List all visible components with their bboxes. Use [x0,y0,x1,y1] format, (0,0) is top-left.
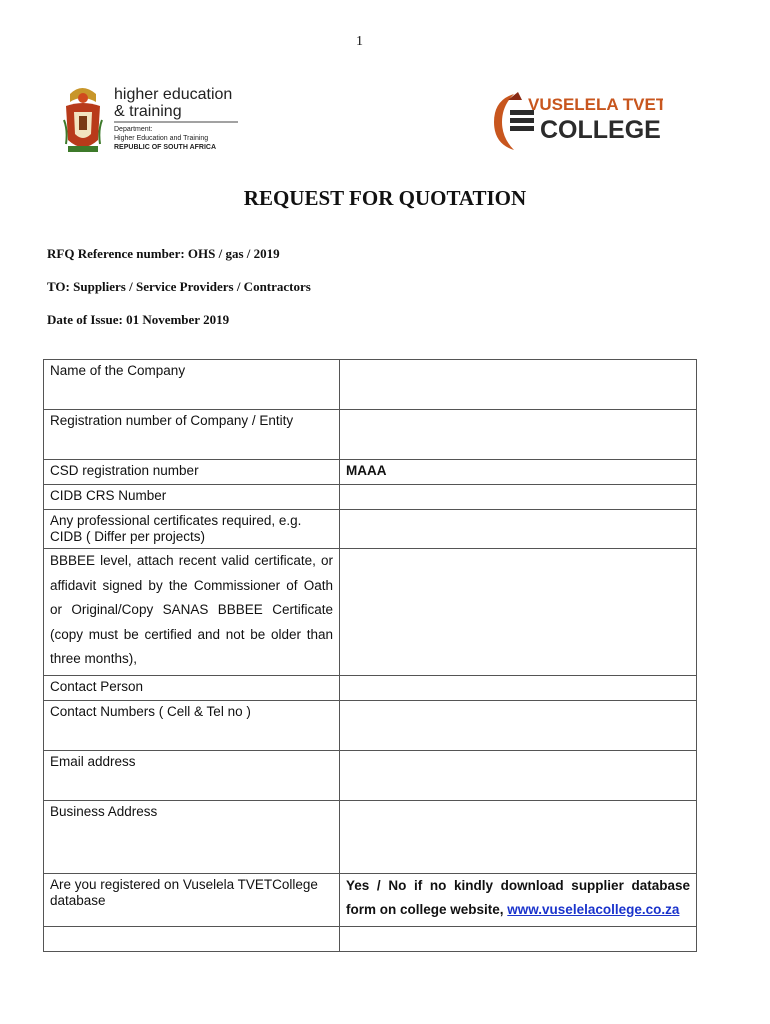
database-answer-line: Yes / No if no kindly download supplier database [346,877,690,893]
table-row [44,485,697,510]
dhet-logo [62,80,242,162]
bbbee-label-line: three months), [50,651,138,666]
table-row [44,460,697,485]
empty-cell [340,926,697,951]
vuselela-college-logo [488,88,663,154]
company-name-field[interactable] [340,360,697,410]
table-row [44,800,697,873]
contact-numbers-label: Contact Numbers ( Cell & Tel no ) [44,700,340,750]
bbbee-label-line: affidavit signed by the Commissioner of Oath [50,577,333,593]
table-row [44,750,697,800]
business-address-label: Business Address [44,800,340,873]
vuselela-database-label: Are you registered on Vuselela TVETCollege database [44,873,340,926]
certificates-label-line: CIDB ( Differ per projects) [50,529,206,544]
registration-number-field[interactable] [340,410,697,460]
company-name-label: Name of the Company [44,360,340,410]
business-address-field[interactable] [340,800,697,873]
table-row [44,360,697,410]
svg-text:REPUBLIC OF SOUTH AFRICA: REPUBLIC OF SOUTH AFRICA [114,144,217,151]
svg-text:& training: & training [114,103,182,120]
bbbee-label-line: (copy must be certified and not be older than [50,626,333,642]
database-answer-text: form on college website, [346,901,504,917]
cidb-crs-field[interactable] [340,485,697,510]
svg-text:Higher Education and Training: Higher Education and Training [114,135,209,142]
svg-text:Department:: Department: [114,126,153,133]
table-row [44,410,697,460]
document-title: REQUEST FOR QUOTATION [243,186,527,210]
vuselela-database-answer [340,873,697,926]
contact-person-label: Contact Person [44,675,340,700]
bbbee-label [44,549,340,676]
page-number: 1 [356,34,363,49]
empty-cell [44,926,340,951]
contact-numbers-field[interactable] [340,700,697,750]
supplier-details-table [43,359,697,952]
coat-of-arms-icon [64,88,102,152]
database-answer-line [346,898,690,922]
svg-text:higher education: higher education [114,86,233,103]
table-row [44,549,697,676]
table-row [44,873,697,926]
csd-registration-label: CSD registration number [44,460,340,485]
recipients-line: TO: Suppliers / Service Providers / Contractors [47,279,311,294]
bbbee-label-line: BBBEE level, attach recent valid certificate, or [50,553,333,568]
svg-text:VUSELELA TVET: VUSELELA TVET [528,95,663,114]
bbbee-field[interactable] [340,549,697,676]
certificates-label [44,510,340,549]
csd-registration-field[interactable]: MAAA [340,460,697,485]
svg-text:COLLEGE: COLLEGE [540,116,661,144]
rfq-reference: RFQ Reference number: OHS / gas / 2019 [47,246,280,261]
cidb-crs-label: CIDB CRS Number [44,485,340,510]
email-address-field[interactable] [340,750,697,800]
email-address-label: Email address [44,750,340,800]
table-row [44,675,697,700]
registration-number-label: Registration number of Company / Entity [44,410,340,460]
bbbee-label-line: or Original/Copy SANAS BBBEE Certificate [50,602,333,617]
college-website-link[interactable]: www.vuselelacollege.co.za [507,901,680,917]
table-row [44,926,697,951]
table-row [44,700,697,750]
table-row [44,510,697,549]
certificates-label-line: Any professional certificates required, e.g. [50,513,302,528]
contact-person-field[interactable] [340,675,697,700]
certificates-field[interactable] [340,510,697,549]
date-of-issue: Date of Issue: 01 November 2019 [47,312,230,327]
